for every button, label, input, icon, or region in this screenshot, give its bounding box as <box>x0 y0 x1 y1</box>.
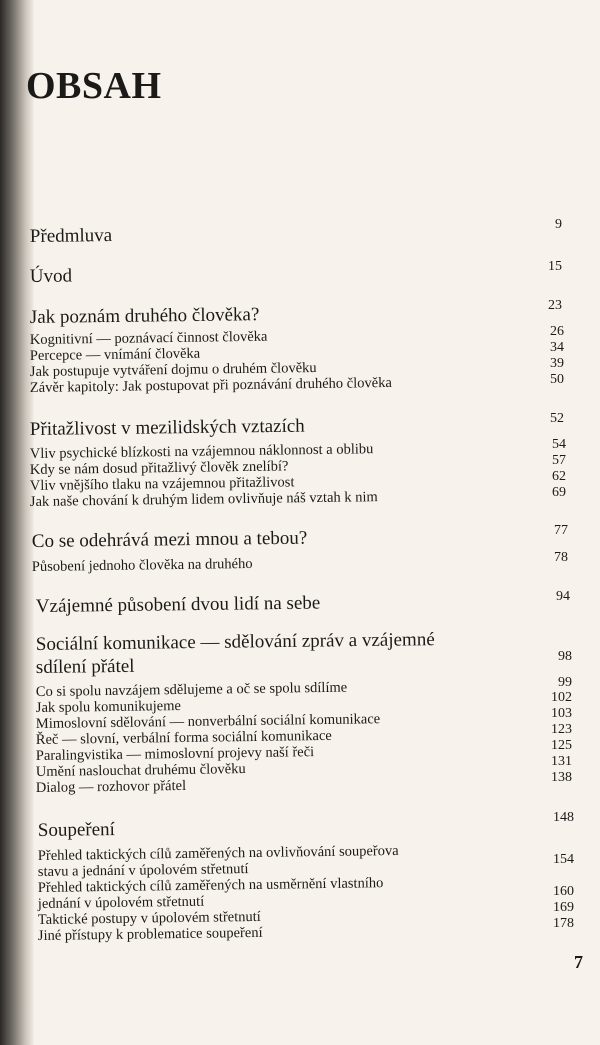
toc-heading: Přitažlivost v mezilidských vztazích <box>29 415 305 441</box>
toc-page: 39 <box>550 356 564 371</box>
toc-subitem-continued: stavu a jednání v úpolovém střetnutí <box>37 861 249 881</box>
toc-heading: Předmluva <box>29 224 113 248</box>
toc-subitem: Mimoslovní sdělování — nonverbální sociální komunikace <box>35 711 381 733</box>
toc-heading: Jak poznám druhého člověka? <box>29 304 260 329</box>
toc-subitem: Jiné přístupy k problematice soupeření <box>37 924 263 945</box>
toc-subitem: Jak naše chování k druhým lidem ovlivňuje náš vztah k nim <box>29 489 378 511</box>
toc-page: 23 <box>548 298 562 313</box>
toc-subitem: Paralingvistika — mimoslovní projevy naší řeči <box>35 744 315 765</box>
toc-page: 131 <box>551 754 572 769</box>
toc-heading: Sociální komunikace — sdělování zpráv a vzájemné <box>35 629 435 656</box>
toc-page: 125 <box>551 738 572 753</box>
toc-page: 103 <box>551 706 572 721</box>
toc-page: 138 <box>551 770 572 785</box>
toc-subitem: Působení jednoho člověka na druhého <box>31 555 253 576</box>
toc-subitem: Jak spolu komunikujeme <box>35 697 181 717</box>
toc-subitem: Přehled taktických cílů zaměřených na ovlivňování soupeřova <box>37 842 399 865</box>
toc-subitem: Percepce — vnímání člověka <box>29 345 201 365</box>
toc-page: 9 <box>555 217 562 232</box>
toc-subitem: Kognitivní — poznávací činnost člověka <box>29 328 268 349</box>
toc-page: 77 <box>554 523 568 538</box>
toc-page: 57 <box>552 453 566 468</box>
toc-page: 62 <box>552 469 566 484</box>
toc-page: 99 <box>558 675 572 690</box>
toc-page: 98 <box>558 649 572 664</box>
toc-page: 102 <box>551 690 572 705</box>
toc-page: 69 <box>552 485 566 500</box>
toc-page: 160 <box>553 884 574 899</box>
toc-page: 94 <box>556 589 570 604</box>
toc-page: 148 <box>553 810 574 825</box>
toc-subitem: Vliv psychické blízkosti na vzájemnou náklonnost a oblibu <box>29 441 374 463</box>
toc-page: 154 <box>553 852 574 867</box>
toc-heading: Úvod <box>29 265 73 288</box>
toc-heading: Co se odehrává mezi mnou a tebou? <box>31 527 308 553</box>
toc-subitem: Dialog — rozhovor přátel <box>35 777 187 797</box>
toc-subitem: Jak postupuje vytváření dojmu o druhém člověku <box>29 359 317 381</box>
toc-subitem: Přehled taktických cílů zaměřených na usměrnění vlastního <box>37 875 384 897</box>
toc-subitem: Umění naslouchat druhému člověku <box>35 761 246 781</box>
page-number: 7 <box>574 952 583 972</box>
toc-page: 78 <box>554 550 568 565</box>
toc-heading: Soupeření <box>37 819 116 842</box>
toc-page: 178 <box>553 916 574 931</box>
toc-page: 26 <box>550 324 564 339</box>
toc-page: 50 <box>550 372 564 387</box>
toc-subitem-continued: jednání v úpolovém střetnutí <box>37 893 205 913</box>
toc-subitem: Taktické postupy v úpolovém střetnutí <box>37 908 261 929</box>
toc-heading: Vzájemné působení dvou lidí na sebe <box>35 592 321 618</box>
toc-heading-continued: sdílení přátel <box>35 655 135 679</box>
toc-page: 169 <box>553 900 574 915</box>
toc-subitem: Co si spolu navzájem sdělujeme a oč se spolu sdílíme <box>35 679 348 701</box>
toc-subitem: Řeč — slovní, verbální forma sociální komunikace <box>35 727 332 749</box>
toc-subitem: Kdy se nám dosud přitažlivý člověk znelíbí? <box>29 458 289 479</box>
toc-page: 15 <box>548 259 562 274</box>
toc-page: 52 <box>550 411 564 426</box>
toc-subitem: Závěr kapitoly: Jak postupovat při poznávání druhého člověka <box>29 374 392 397</box>
toc-page: 34 <box>550 340 564 355</box>
page-title: OBSAH <box>26 65 162 107</box>
toc-page: 123 <box>551 722 572 737</box>
toc-page: 54 <box>552 437 566 452</box>
toc-subitem: Vliv vnějšího tlaku na vzájemnou přitažlivost <box>29 474 295 495</box>
